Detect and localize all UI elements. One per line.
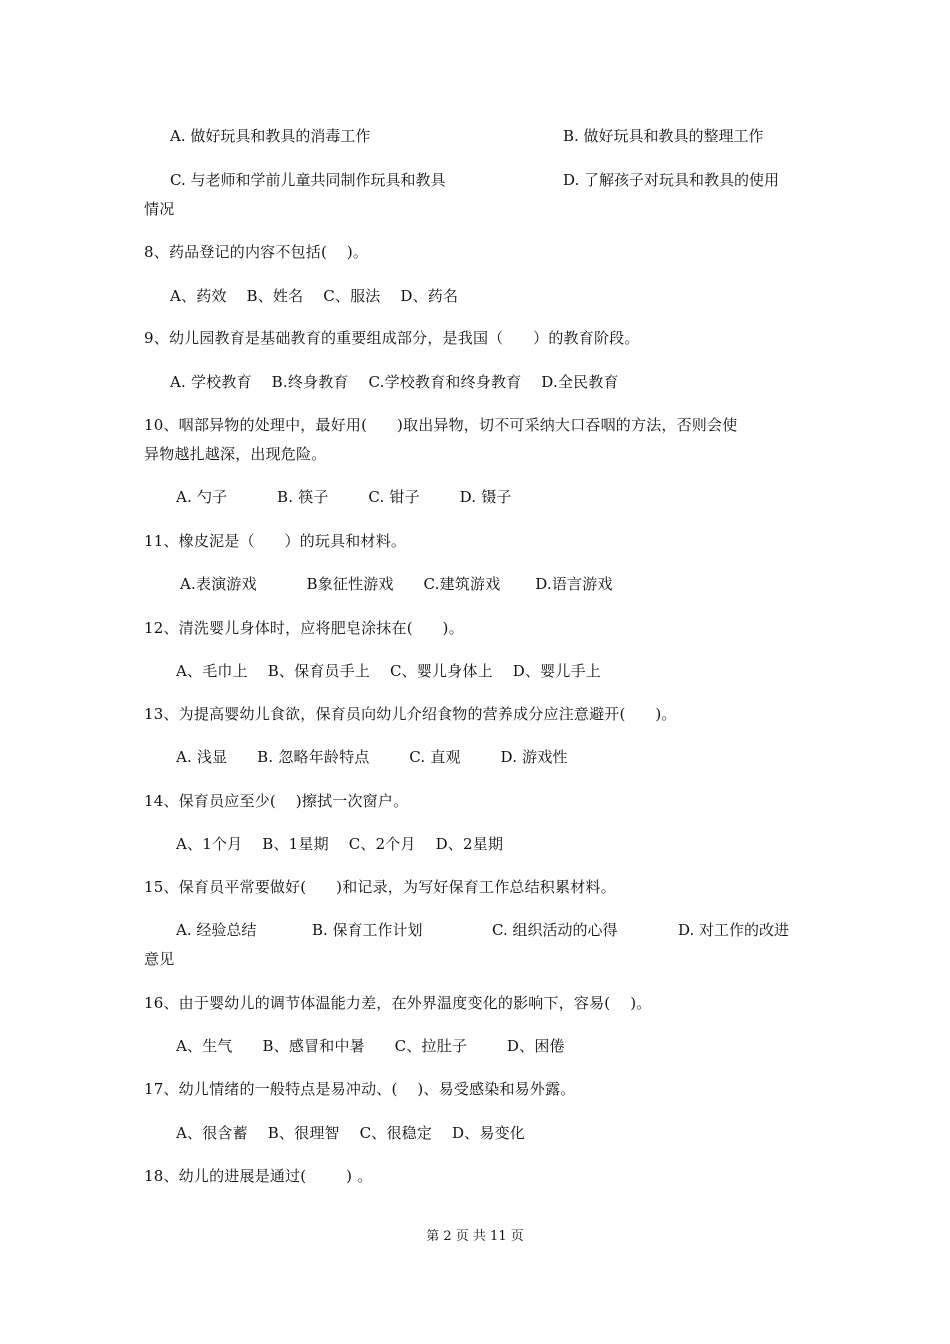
q15-option-a: A. 经验总结 — [176, 921, 257, 939]
q7-option-d: D. 了解孩子对玩具和教具的使用 — [563, 171, 780, 189]
q9-options: A. 学校教育 B.终身教育 C.学校教育和终身教育 D.全民教育 — [170, 373, 619, 391]
q10-stem-wrap: 异物越扎越深，出现危险。 — [144, 445, 327, 463]
q15-option-c: C. 组织活动的心得 — [492, 921, 618, 939]
q7-option-a: A. 做好玩具和教具的消毒工作 — [170, 127, 371, 145]
q13-stem: 13、为提高婴幼儿食欲，保育员向幼儿介绍食物的营养成分应注意避开( )。 — [144, 705, 677, 723]
q15-option-d: D. 对工作的改进 — [678, 921, 790, 939]
q18-stem: 18、幼儿的进展是通过( ) 。 — [144, 1167, 373, 1185]
q13-options: A. 浅显 B. 忽略年龄特点 C. 直观 D. 游戏性 — [176, 748, 568, 766]
q16-options: A、生气 B、感冒和中暑 C、拉肚子 D、困倦 — [176, 1037, 565, 1055]
q16-stem: 16、由于婴幼儿的调节体温能力差，在外界温度变化的影响下，容易( )。 — [144, 994, 652, 1012]
q11-options: A.表演游戏 B象征性游戏 C.建筑游戏 D.语言游戏 — [180, 575, 613, 593]
q15-option-b: B. 保育工作计划 — [312, 921, 423, 939]
q12-stem: 12、清洗婴儿身体时，应将肥皂涂抹在( )。 — [144, 619, 464, 637]
q11-stem: 11、橡皮泥是（ ）的玩具和材料。 — [144, 532, 407, 550]
q7-option-c: C. 与老师和学前儿童共同制作玩具和教具 — [170, 171, 446, 189]
q10-options: A. 勺子 B. 筷子 C. 钳子 D. 镊子 — [176, 488, 512, 506]
q10-stem: 10、咽部异物的处理中，最好用( )取出异物，切不可采纳大口吞咽的方法，否则会使 — [144, 416, 738, 434]
page-number-footer: 第 2 页 共 11 页 — [426, 1229, 524, 1244]
q14-stem: 14、保育员应至少( )擦拭一次窗户。 — [144, 792, 409, 810]
q15-option-d-wrap: 意见 — [144, 950, 175, 968]
q12-options: A、毛巾上 B、保育员手上 C、婴儿身体上 D、婴儿手上 — [176, 662, 601, 680]
q7-option-d-wrap: 情况 — [144, 200, 175, 218]
q17-stem: 17、幼儿情绪的一般特点是易冲动、( )、易受感染和易外露。 — [144, 1080, 576, 1098]
q8-options: A、药效 B、姓名 C、服法 D、药名 — [170, 287, 459, 305]
q14-options: A、1个月 B、1星期 C、2个月 D、2星期 — [176, 835, 504, 853]
q9-stem: 9、幼儿园教育是基础教育的重要组成部分，是我国（ ）的教育阶段。 — [144, 329, 640, 347]
q17-options: A、很含蓄 B、很理智 C、很稳定 D、易变化 — [176, 1124, 525, 1142]
q7-option-b: B. 做好玩具和教具的整理工作 — [563, 127, 764, 145]
q15-stem: 15、保育员平常要做好( )和记录，为写好保育工作总结积累材料。 — [144, 878, 616, 896]
q8-stem: 8、药品登记的内容不包括( )。 — [144, 243, 369, 261]
